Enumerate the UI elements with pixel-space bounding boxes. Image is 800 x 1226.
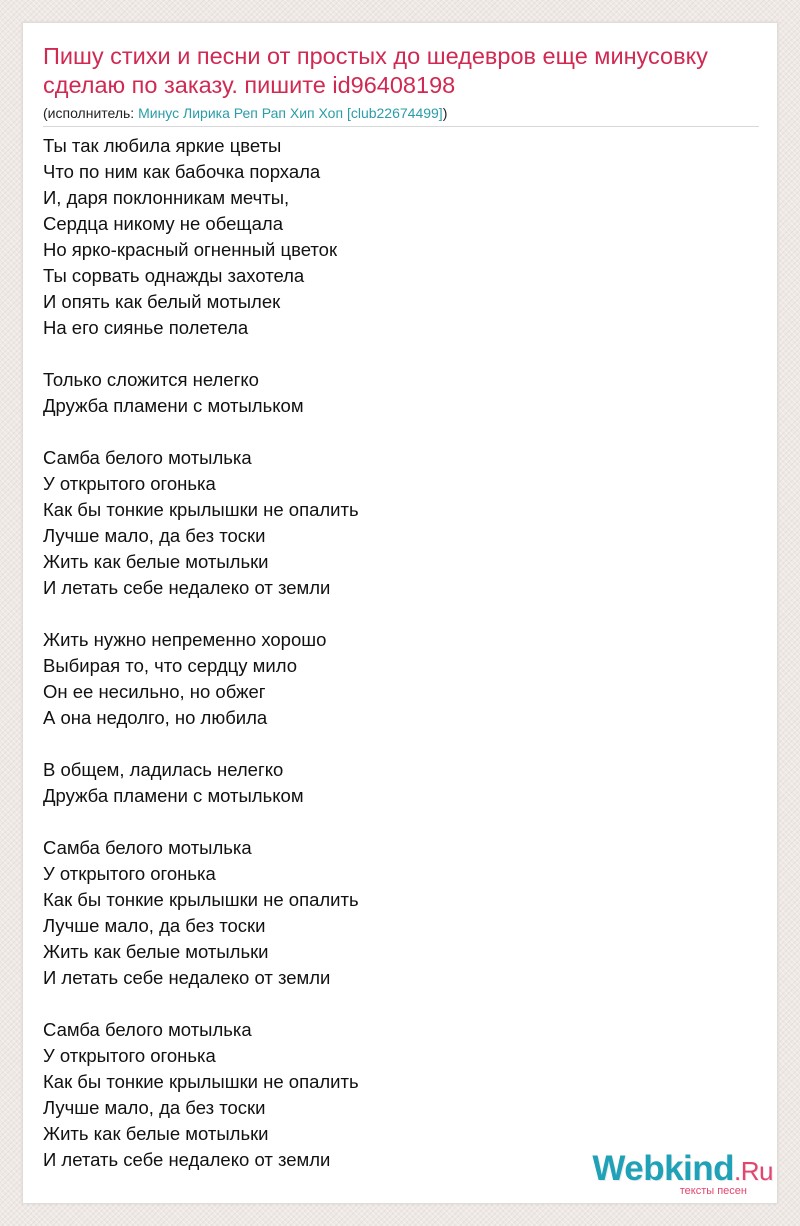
lyrics-line: Сердца никому не обещала bbox=[43, 213, 283, 234]
lyrics-line: Ты так любила яркие цветы bbox=[43, 135, 282, 156]
lyrics-stanza bbox=[43, 835, 759, 991]
lyrics-line: Жить как белые мотыльки bbox=[43, 551, 269, 572]
lyrics-line: Дружба пламени с мотыльком bbox=[43, 785, 304, 806]
lyrics-line: Самба белого мотылька bbox=[43, 447, 252, 468]
lyrics-line: И летать себе недалеко от земли bbox=[43, 1149, 331, 1170]
lyrics-stanza bbox=[43, 133, 759, 341]
artist-line bbox=[43, 104, 447, 122]
lyrics-line: Как бы тонкие крылышки не опалить bbox=[43, 1071, 359, 1092]
lyrics-line: Как бы тонкие крылышки не опалить bbox=[43, 889, 359, 910]
song-title: Пишу стихи и песни от простых до шедевров еще минусовку сделаю по заказу. пишите id96408198 bbox=[43, 43, 708, 98]
lyrics-line: У открытого огонька bbox=[43, 473, 216, 494]
header-divider bbox=[43, 126, 759, 127]
lyrics-card bbox=[22, 22, 778, 1204]
lyrics-line: Лучше мало, да без тоски bbox=[43, 525, 266, 546]
lyrics-line: Но ярко-красный огненный цветок bbox=[43, 239, 338, 260]
lyrics-stanza bbox=[43, 367, 759, 419]
lyrics-line: Самба белого мотылька bbox=[43, 1019, 252, 1040]
lyrics-line: Жить как белые мотыльки bbox=[43, 941, 269, 962]
logo-tagline: тексты песен bbox=[679, 1185, 747, 1197]
lyrics-line: И летать себе недалеко от земли bbox=[43, 967, 331, 988]
lyrics-line: И опять как белый мотылек bbox=[43, 291, 281, 312]
lyrics-line: Что по ним как бабочка порхала bbox=[43, 161, 321, 182]
lyrics-line: На его сиянье полетела bbox=[43, 317, 249, 338]
logo-brand-tld: .Ru bbox=[734, 1156, 773, 1186]
lyrics-line: Лучше мало, да без тоски bbox=[43, 915, 266, 936]
lyrics-line: Самба белого мотылька bbox=[43, 837, 252, 858]
lyrics-line: У открытого огонька bbox=[43, 863, 216, 884]
lyrics-stanza bbox=[43, 757, 759, 809]
lyrics-stanza bbox=[43, 445, 759, 601]
lyrics-line: У открытого огонька bbox=[43, 1045, 216, 1066]
lyrics-stanza bbox=[43, 627, 759, 731]
lyrics-line: Он ее несильно, но обжег bbox=[43, 681, 266, 702]
artist-link[interactable]: Минус Лирика Реп Рап Хип Хоп [club22674499] bbox=[138, 105, 443, 121]
site-logo[interactable] bbox=[573, 1151, 773, 1201]
lyrics-line: Только сложится нелегко bbox=[43, 369, 259, 390]
lyrics-line: Как бы тонкие крылышки не опалить bbox=[43, 499, 359, 520]
artist-suffix: ) bbox=[442, 105, 448, 121]
lyrics-line: Лучше мало, да без тоски bbox=[43, 1097, 266, 1118]
lyrics-line: И летать себе недалеко от земли bbox=[43, 577, 331, 598]
lyrics-line: Ты сорвать однажды захотела bbox=[43, 265, 305, 286]
lyrics-line: Дружба пламени с мотыльком bbox=[43, 395, 304, 416]
lyrics-line: В общем, ладилась нелегко bbox=[43, 759, 284, 780]
lyrics-line: А она недолго, но любила bbox=[43, 707, 268, 728]
logo-brand bbox=[592, 1151, 773, 1189]
lyrics-line: Жить нужно непременно хорошо bbox=[43, 629, 327, 650]
lyrics-line: Выбирая то, что сердцу мило bbox=[43, 655, 297, 676]
artist-prefix: (исполнитель: bbox=[43, 105, 139, 121]
logo-brand-name: Webkind bbox=[592, 1149, 735, 1188]
lyrics-line: Жить как белые мотыльки bbox=[43, 1123, 269, 1144]
lyrics-line: И, даря поклонникам мечты, bbox=[43, 187, 290, 208]
lyrics-body bbox=[43, 133, 759, 1173]
